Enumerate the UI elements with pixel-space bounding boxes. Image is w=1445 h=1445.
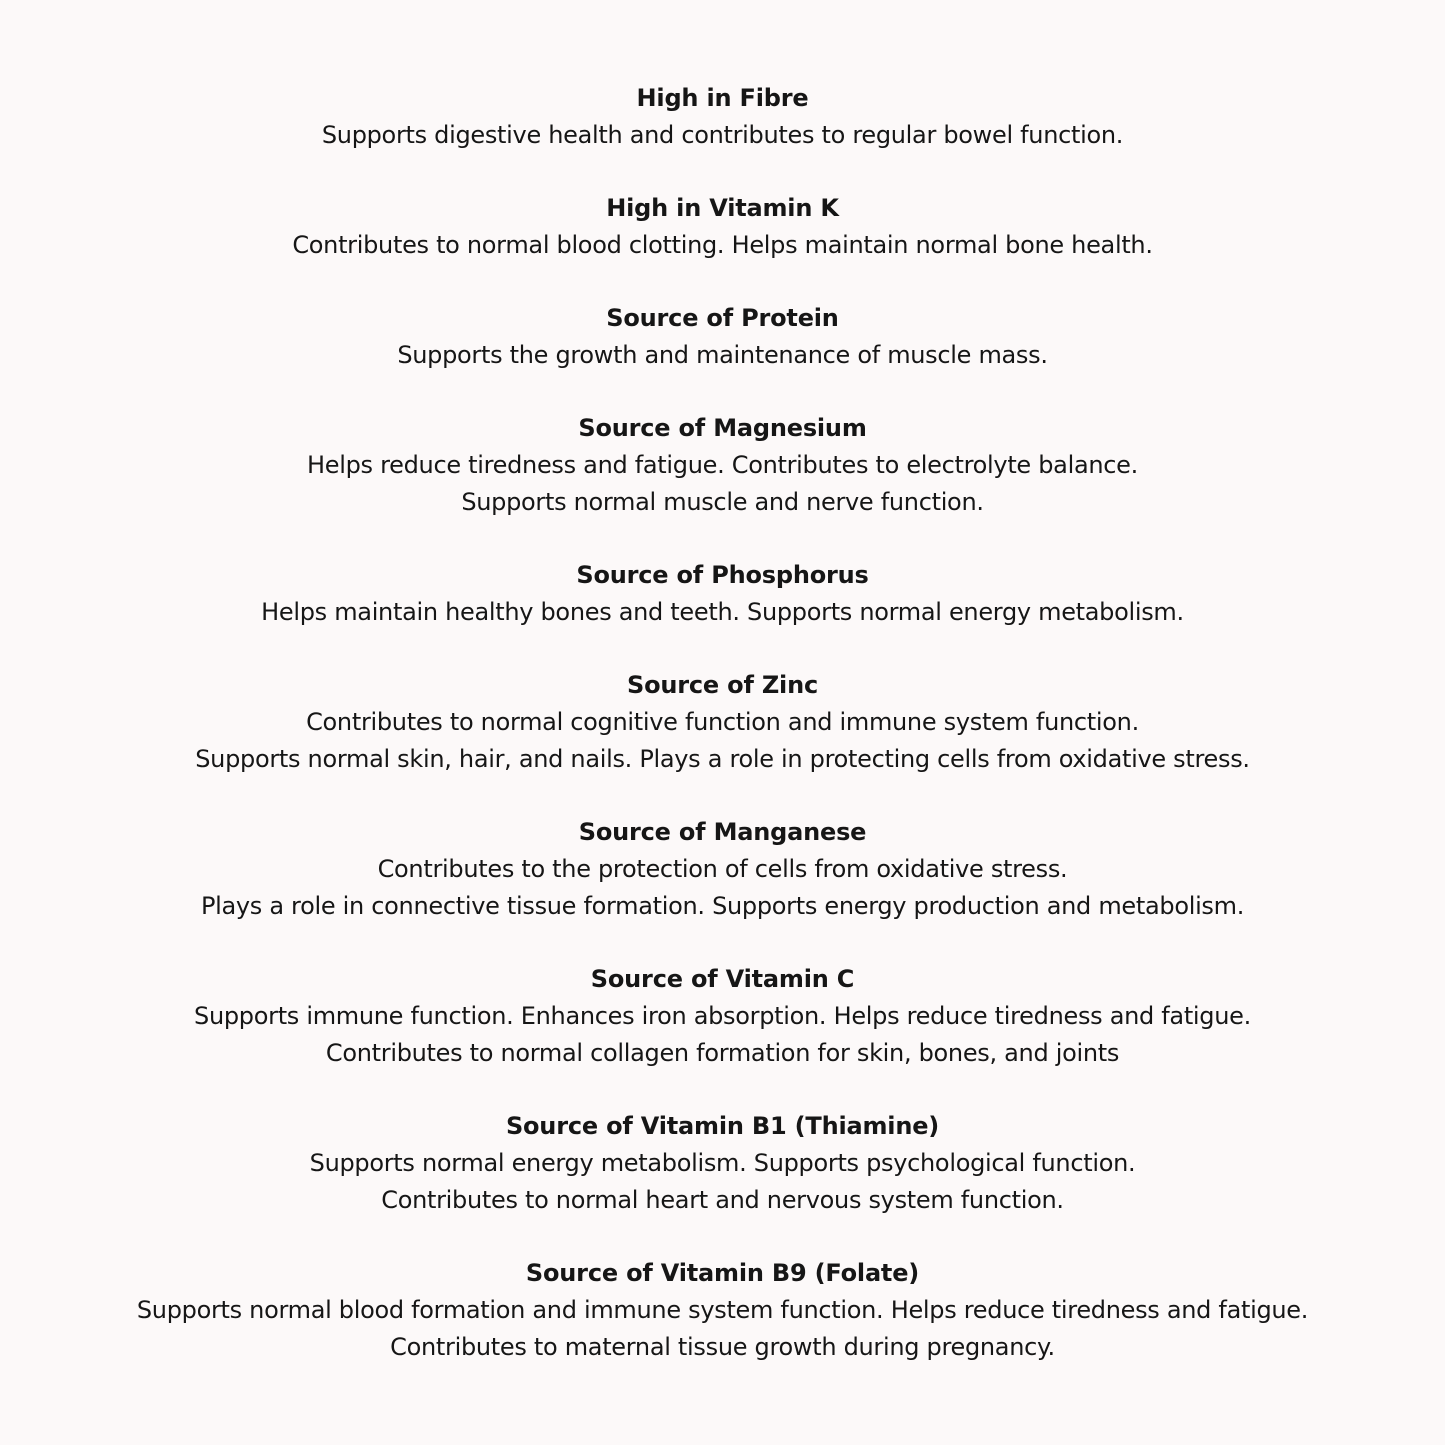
claim-source-of-manganese [0,814,1445,925]
claim-title: High in Vitamin K [606,194,839,222]
claim-description: Contributes to normal cognitive function and immune system function. [306,708,1139,736]
claim-description: Contributes to normal collagen formation for skin, bones, and joints [325,1039,1120,1067]
nutrition-claims-list [0,80,1445,1402]
claim-description: Supports normal blood formation and immune system function. Helps reduce tiredness and fatigue. [136,1296,1309,1324]
claim-description: Supports normal energy metabolism. Supports psychological function. [309,1149,1136,1177]
claim-high-in-fibre [0,80,1445,154]
claim-title: Source of Protein [606,304,839,332]
claim-description: Contributes to maternal tissue growth during pregnancy. [390,1333,1055,1361]
claim-description: Helps maintain healthy bones and teeth. Supports normal energy metabolism. [261,598,1184,626]
claim-title: Source of Manganese [578,818,867,846]
claim-source-of-phosphorus [0,557,1445,631]
claim-source-of-zinc [0,667,1445,778]
claim-title: High in Fibre [636,84,809,112]
claim-source-of-magnesium [0,410,1445,521]
claim-description: Supports normal skin, hair, and nails. Plays a role in protecting cells from oxidative stress. [195,745,1250,773]
claim-high-in-vitamin-k [0,190,1445,264]
claim-title: Source of Vitamin B1 (Thiamine) [505,1112,940,1140]
claim-title: Source of Magnesium [578,414,867,442]
claim-title: Source of Vitamin B9 (Folate) [525,1259,920,1287]
claim-description: Supports digestive health and contributes to regular bowel function. [321,121,1124,149]
claim-title: Source of Phosphorus [576,561,869,589]
claim-description: Contributes to normal blood clotting. Helps maintain normal bone health. [292,231,1153,259]
claim-source-of-vitamin-c [0,961,1445,1072]
claim-source-of-vitamin-b9 [0,1255,1445,1366]
claim-description: Helps reduce tiredness and fatigue. Contributes to electrolyte balance. [307,451,1138,479]
claim-description: Supports the growth and maintenance of muscle mass. [397,341,1048,369]
claim-source-of-protein [0,300,1445,374]
claim-description: Supports normal muscle and nerve function. [461,488,984,516]
claim-description: Supports immune function. Enhances iron absorption. Helps reduce tiredness and fatigue. [194,1002,1251,1030]
claim-source-of-vitamin-b1 [0,1108,1445,1219]
claim-title: Source of Zinc [627,671,818,699]
claim-description: Contributes to the protection of cells from oxidative stress. [377,855,1068,883]
claim-title: Source of Vitamin C [590,965,855,993]
claim-description: Contributes to normal heart and nervous system function. [381,1186,1064,1214]
claim-description: Plays a role in connective tissue formation. Supports energy production and metabolism. [200,892,1245,920]
